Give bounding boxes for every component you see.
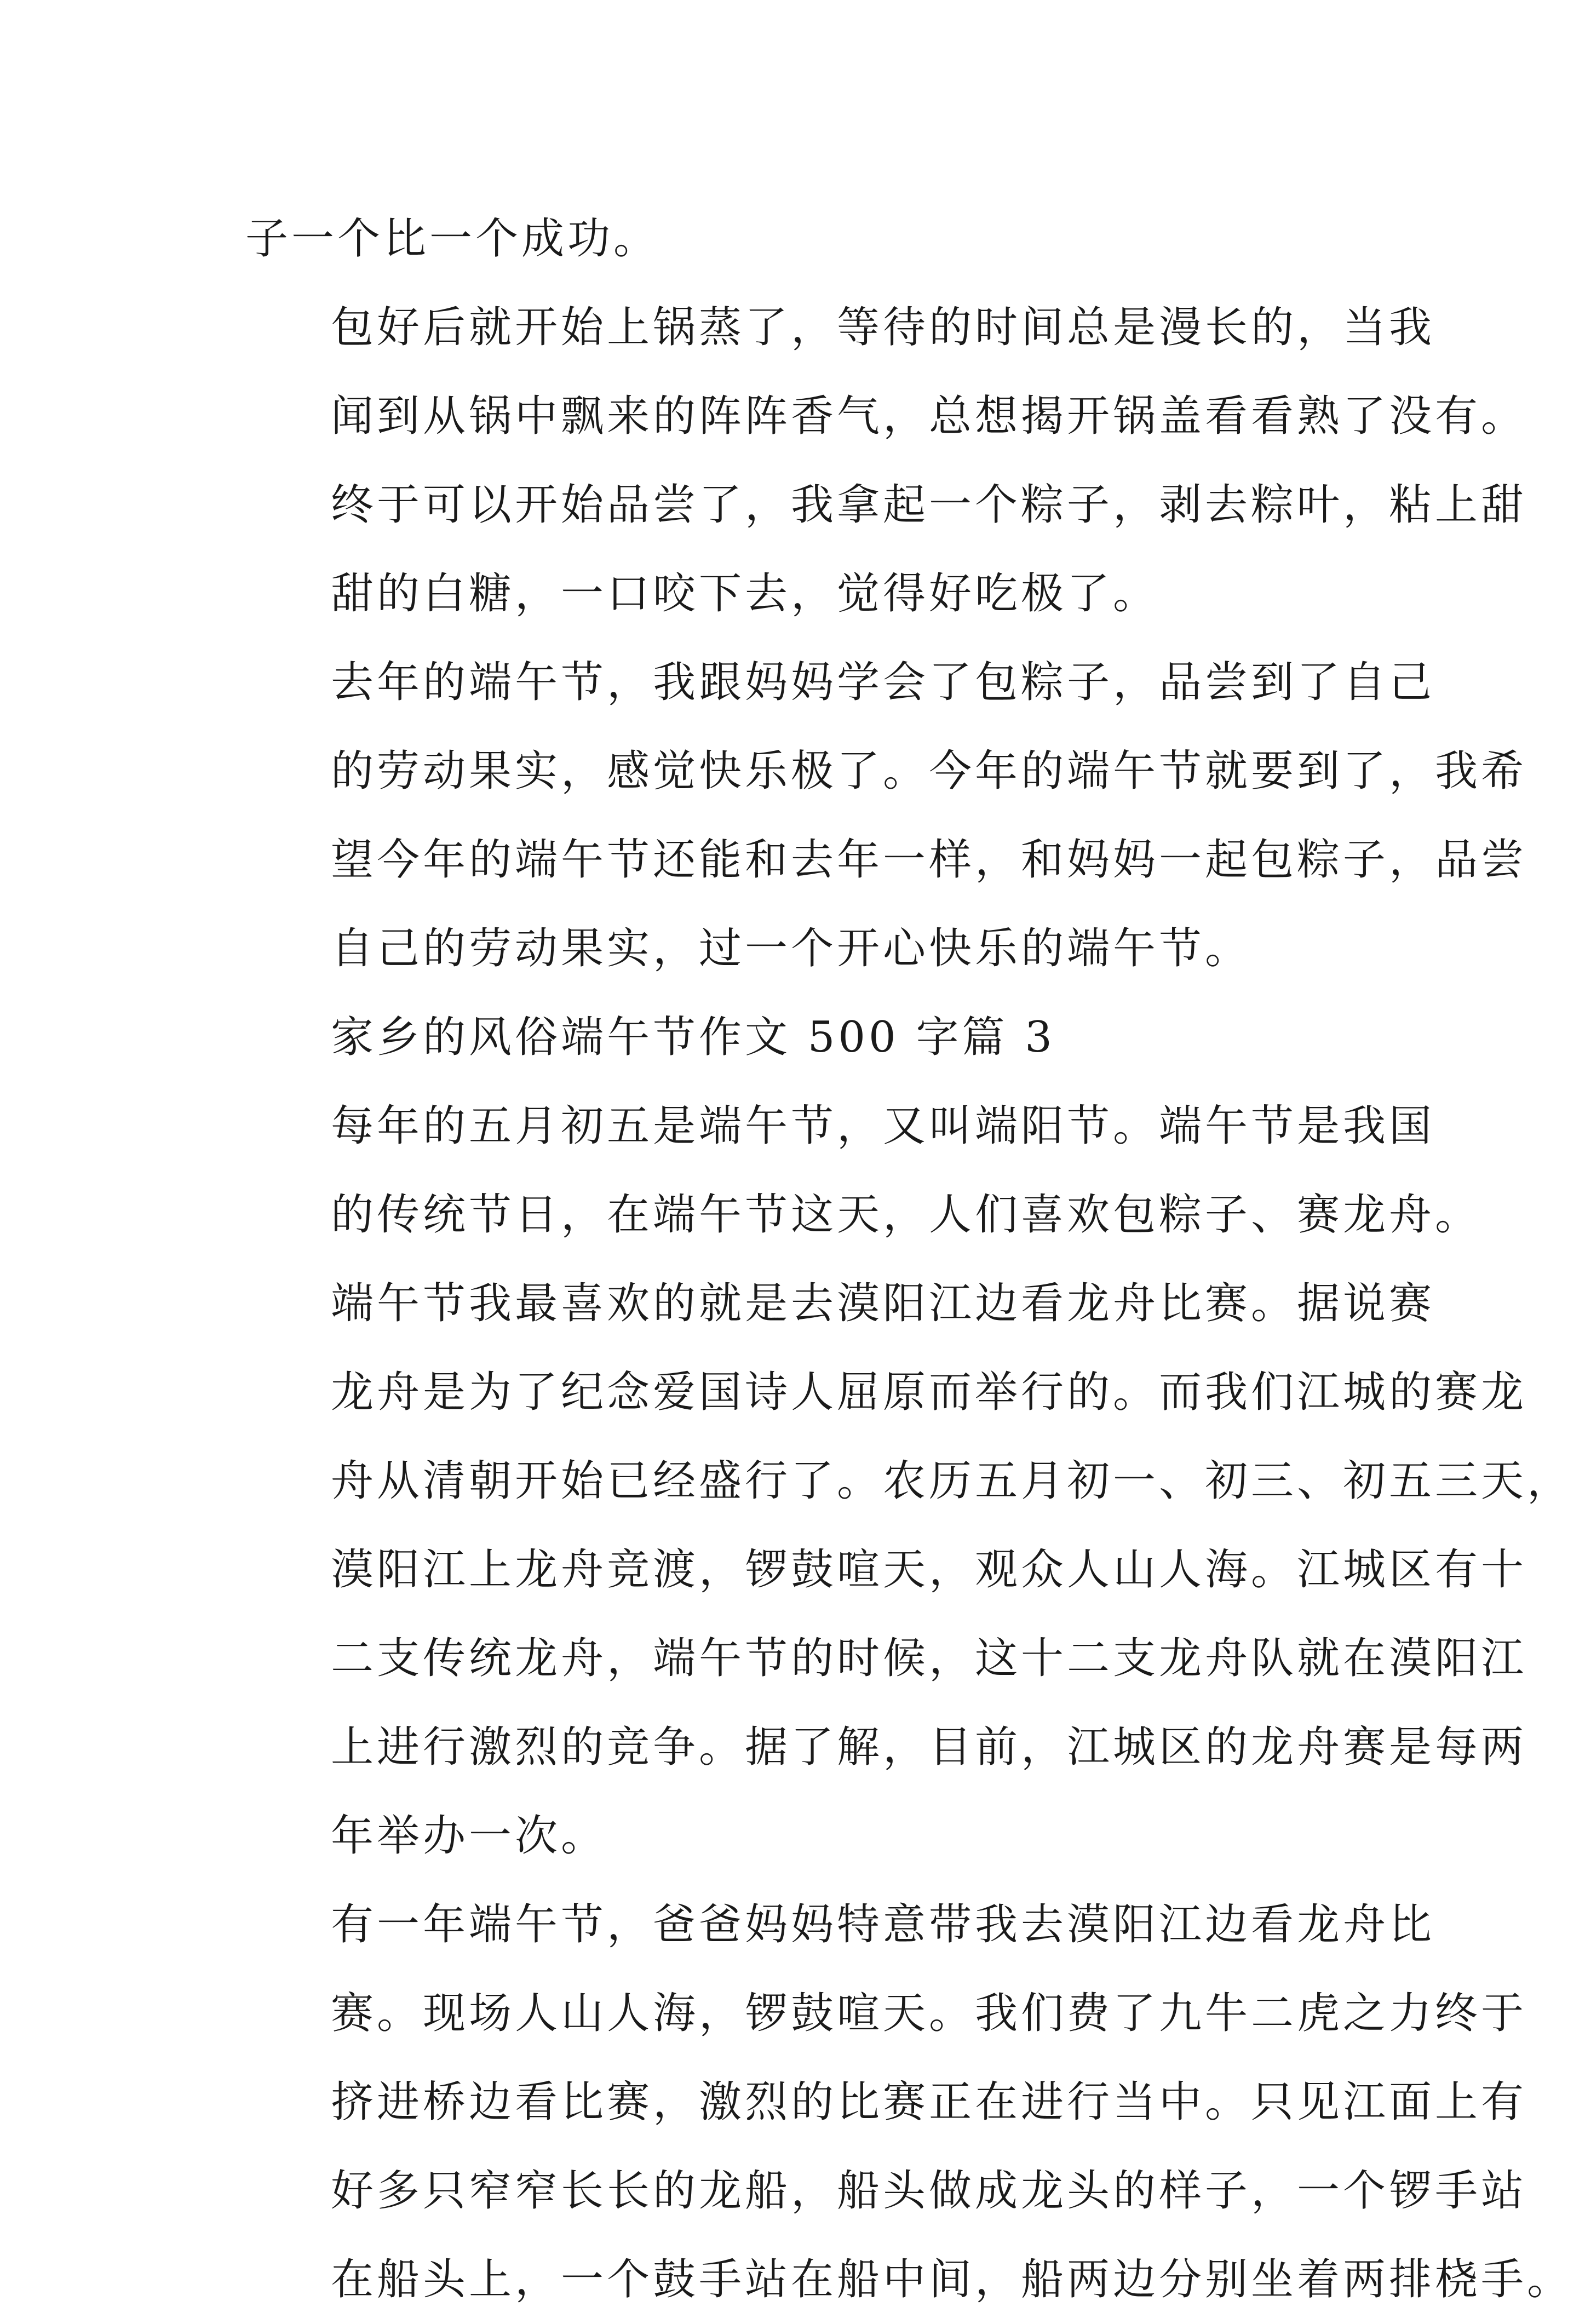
paragraph — [245, 283, 1527, 638]
text-line: 在船头上，一个鼓手站在船中间，船两边分别坐着两排桡手。 — [331, 2255, 1573, 2304]
text-line: 家乡的风俗端午节作文 500 字篇 3 — [331, 1013, 1055, 1062]
text-line: 有一年端午节，爸爸妈妈特意带我去漠阳江边看龙舟比 — [331, 1900, 1435, 1949]
text-line: 终于可以开始品尝了，我拿起一个粽子，剥去粽叶，粘上甜 — [331, 480, 1527, 530]
paragraph — [245, 1259, 1573, 1880]
text-line: 赛。现场人山人海，锣鼓喧天。我们费了九牛二虎之力终于 — [331, 1989, 1527, 2038]
document-body — [245, 194, 1573, 2324]
text-line: 子一个比一个成功。 — [245, 214, 660, 263]
paragraph — [245, 1880, 1573, 2324]
text-line: 望今年的端午节还能和去年一样，和妈妈一起包粽子，品尝 — [331, 835, 1527, 885]
text-line: 漠阳江上龙舟竞渡，锣鼓喧天，观众人山人海。江城区有十 — [331, 1545, 1527, 1594]
text-line: 好多只窄窄长长的龙船，船头做成龙头的样子，一个锣手站 — [331, 2166, 1527, 2216]
paragraph — [245, 1082, 1481, 1259]
text-line: 甜的白糖，一口咬下去，觉得好吃极了。 — [331, 569, 1159, 618]
text-line: 包好后就开始上锅蒸了，等待的时间总是漫长的，当我 — [331, 303, 1435, 352]
text-line: 年举办一次。 — [331, 1811, 607, 1861]
text-line: 每年的五月初五是端午节，又叫端阳节。端午节是我国 — [331, 1101, 1435, 1151]
text-line: 自己的劳动果实，过一个开心快乐的端午节。 — [331, 924, 1251, 973]
text-line: 龙舟是为了纪念爱国诗人屈原而举行的。而我们江城的赛龙 — [331, 1368, 1527, 1417]
paragraph — [245, 194, 1368, 283]
text-line: 闻到从锅中飘来的阵阵香气，总想揭开锅盖看看熟了没有。 — [331, 392, 1527, 441]
text-line: 舟从清朝开始已经盛行了。农历五月初一、初三、初五三天， — [331, 1456, 1573, 1506]
text-line: 去年的端午节，我跟妈妈学会了包粽子，品尝到了自己 — [331, 658, 1435, 707]
text-line: 的劳动果实，感觉快乐极了。今年的端午节就要到了，我希 — [331, 747, 1527, 796]
text-line: 上进行激烈的竞争。据了解，目前，江城区的龙舟赛是每两 — [331, 1723, 1527, 1772]
paragraph — [245, 638, 1527, 993]
text-line: 挤进桥边看比赛，激烈的比赛正在进行当中。只见江面上有 — [331, 2078, 1527, 2127]
paragraph — [245, 993, 1368, 1082]
text-line: 二支传统龙舟，端午节的时候，这十二支龙舟队就在漠阳江 — [331, 1634, 1527, 1683]
text-line: 的传统节日，在端午节这天，人们喜欢包粽子、赛龙舟。 — [331, 1190, 1481, 1240]
text-line: 端午节我最喜欢的就是去漠阳江边看龙舟比赛。据说赛 — [331, 1279, 1435, 1328]
